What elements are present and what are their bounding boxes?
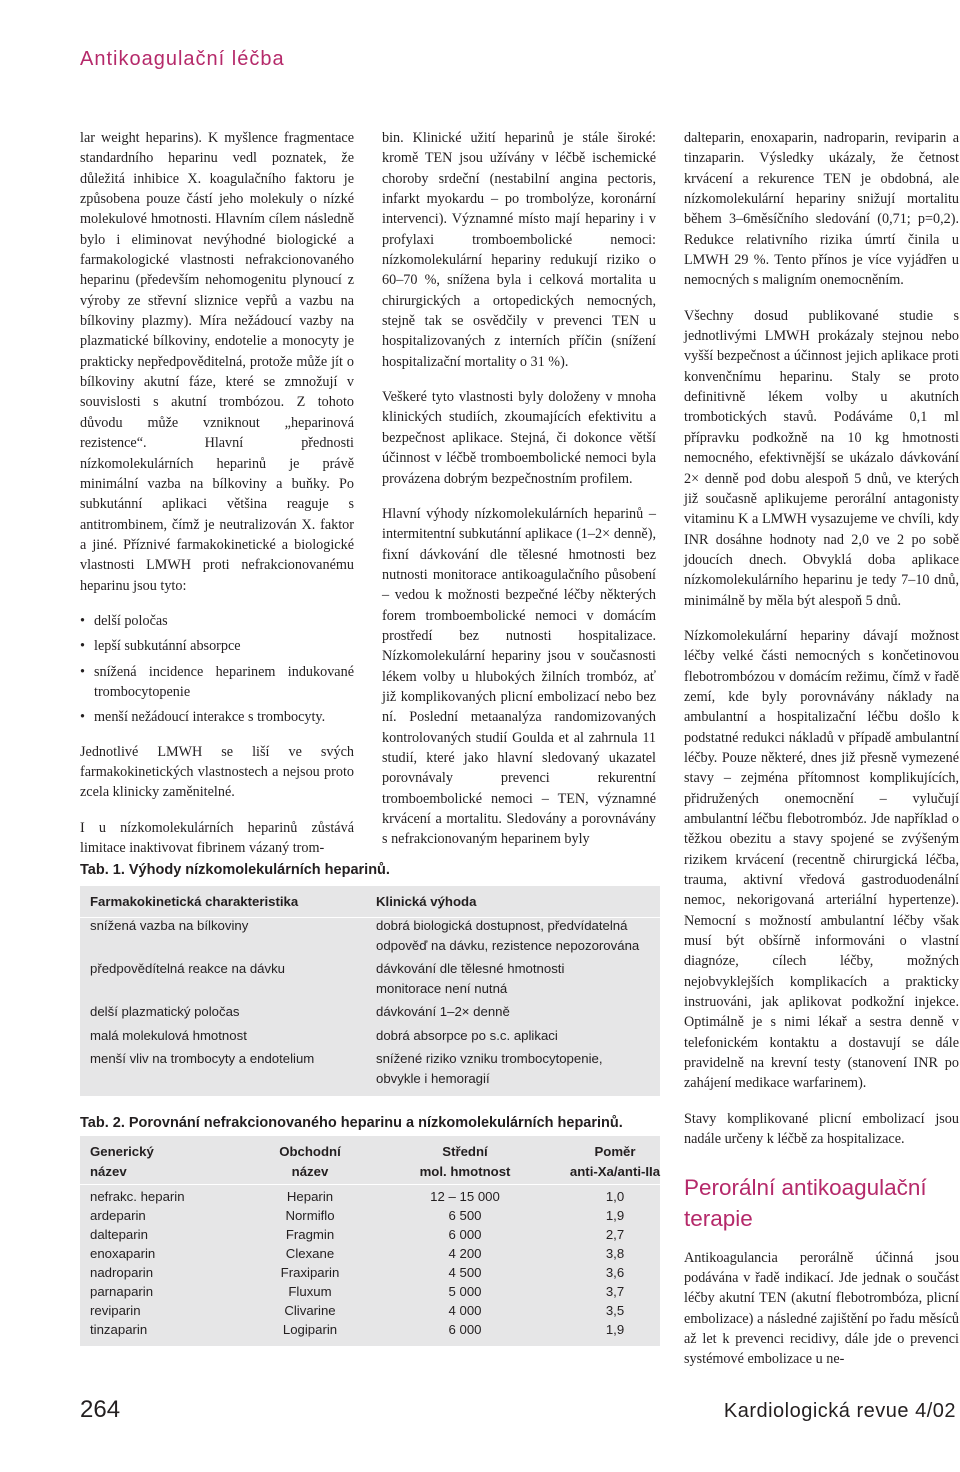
table-cell: enoxaparin [90, 1246, 156, 1261]
journal-name: Kardiologická revue 4/02 [723, 1400, 956, 1422]
table-cell: dávkování 1–2× denně [376, 1004, 510, 1019]
list-item: • delší poločas [80, 611, 354, 631]
table-cell: malá molekulová hmotnost [90, 1028, 247, 1043]
table-row [80, 1225, 660, 1244]
divider [80, 1184, 660, 1185]
table-cell: dobrá biologická dostupnost, předvídatelná odpověď na dávku, rezistence nepozorována [376, 918, 640, 953]
table-cell: reviparin [90, 1303, 141, 1318]
table-row [80, 1206, 660, 1225]
table-row [80, 1263, 660, 1282]
table-cell: Fragmin [285, 1227, 335, 1242]
table-cell: 1,0 [605, 1189, 625, 1204]
table-cell: snížené riziko vzniku trombocytopenie, obvykle i hemoragií [376, 1051, 603, 1086]
column-header: Poměr anti-Xa/anti-IIa [569, 1144, 661, 1179]
table-cell: Normiflo [285, 1208, 335, 1223]
table-cell: menší vliv na trombocyty a endotelium [90, 1051, 315, 1066]
table-cell: 4 500 [448, 1265, 482, 1280]
table-cell: parnaparin [90, 1284, 154, 1299]
table-header-row [80, 1142, 660, 1182]
table-cell: 3,5 [605, 1303, 625, 1318]
table-cell: ardeparin [90, 1208, 146, 1223]
table-cell: nadroparin [90, 1265, 154, 1280]
table-cell: snížená vazba na bílkoviny [90, 918, 249, 933]
table-cell: dalteparin [90, 1227, 148, 1242]
table-2 [80, 1136, 660, 1346]
table-cell: dávkování dle tělesné hmotnosti monitorace není nutná [376, 961, 565, 996]
table-cell: 2,7 [605, 1227, 625, 1242]
page-number: 264 [80, 1396, 121, 1423]
table-cell: 1,9 [605, 1208, 625, 1223]
table-row [80, 1282, 660, 1301]
table-cell: dobrá absorpce po s.c. aplikaci [376, 1028, 558, 1043]
table-cell: delší plazmatický poločas [90, 1004, 240, 1019]
table-cell: Heparin [286, 1189, 334, 1204]
bullet-list [80, 611, 354, 728]
list-item: • menší nežádoucí interakce s trombocyty. [80, 707, 354, 727]
paragraph: Antikoagulancia perorálně účinná jsou podávána v řadě indikací. Jde jednak o součást léčby akutní TEN (akutní flebotrombóza, plicní embolizace) a následné zajištění po řadu měsíců až let k prevenci recidivy, dále jde o prevenci systémové embolizace u ne- [684, 1249, 959, 1368]
column-header: Klinická výhoda [376, 894, 477, 909]
paragraph: Nízkomolekulární hepariny dávají možnost léčby velké části nemocných s končetinovou flebotrombózou v domácím režimu, čímž v řadě zemí, kde byly porovnávány náklady na ambulantní a hospitalizační léčbu došlo k podstatné redukci nákladů v případě ambulantní léčby. Pouze některé, dnes již přesně vymezené stavy – zejména přítomnost komplikujících, přidružených onemocnění – vylučují ambulantní léčbu flebotrombóz. Jde například o těžkou obezitu a stavy spojené se zvýšeným rizikem krvácení (recentně chirurgická léčba, trauma, aktivní vředová gastroduodenální nemoc, nekorigovaná arteriální hypertenze). Nemocní s možností ambulantní léčby však musí být obšírně informováni o vlastní diagnóze, cílech léčby, možných nejobvyklejších komplikacích a prakticky instruováni, jak aplikovat podkožní injekce. Optimálně je s nimi lékař a sestra denně v telefonickém kontaktu a dostavují se dále pravidelně na krevní testy (stanovení INR po zahájení medikace warfarinem). [684, 627, 959, 1092]
table-cell: 12 – 15 000 [430, 1189, 500, 1204]
paragraph: Hlavní výhody nízkomolekulárních heparinů – intermitentní subkutánní aplikace (1–2× denně), fixní dávkování dle tělesné hmotnosti bez nutnosti monitorace antikoagulačního působení – vedou k možnosti bezpečné léčby některých forem tromboembolické nemoci v domácím prostředí bez nutnosti hospitalizace. Nízkomolekulární hepariny jsou v současnosti lékem volby u hlubokých žilních trombóz, ať již komplikovaných plicní embolizací nebo bez ní. Poslední metaanalýza randomizovaných kontrolovaných studií Goulda et al zahrnula 11 studií, které jako hlavní sledovaný ukazatel porovnávaly prevenci rekurentní tromboembolické nemoci – TEN, významné krvácení a mortalitu. Sledovány a porovnávány s nefrakcionovaným heparinem byly [382, 505, 656, 848]
table-row [80, 1320, 660, 1339]
paragraph: dalteparin, enoxaparin, nadroparin, reviparin a tinzaparin. Výsledky ukázaly, že četnost krvácení a rekurence TEN je obdobná, ale nízkomolekulární hepariny snižují mortalitu během 3–6měsíčního sledování (0,71; p=0,2). Redukce relativního rizika úmrtí činila u LMWH 29 %. Tento přínos je více vyjádřen u nemocných s maligním onemocněním. [684, 130, 959, 289]
section-heading: Perorální antikoagulační terapie [684, 1174, 927, 1231]
list-item: • snížená incidence heparinem indukované trombocytopenie [80, 662, 354, 703]
table-1 [80, 886, 660, 1096]
table-cell: tinzaparin [90, 1322, 148, 1337]
table-2-title: Tab. 2. Porovnání nefrakcionovaného heparinu a nízkomolekulárních heparinů. [80, 1115, 623, 1131]
paragraph: Jednotlivé LMWH se liší ve svých farmakokinetických vlastnostech a nejsou proto zcela klinicky zaměnitelné. [80, 743, 354, 801]
table-cell: Fraxiparin [280, 1265, 340, 1280]
table-cell: 4 200 [448, 1246, 482, 1261]
table-row [80, 1244, 660, 1263]
text-column-2 [382, 128, 656, 865]
table-row [80, 1301, 660, 1320]
column-header: Střední mol. hmotnost [419, 1144, 511, 1179]
list-item: • lepší subkutánní absorpce [80, 636, 354, 656]
column-header: Generický název [90, 1144, 154, 1179]
paragraph: lar weight heparins). K myšlence fragmentace standardního heparinu vedl poznatek, že důležitá inhibice X. koagulačního faktoru je způsobena pouze částí jeho molekuly o nízké molekulové hmotnosti. Hlavním cílem následně bylo i eliminovat nevýhodné biologické a farmakologické vlastnosti nefrakcionovaného heparinu (především nehomogenitu plynoucí z výroby ze střevní sliznice vepřů a vazbu na bílkoviny plazmy). Míra nežádoucí vazby na plazmatické bílkoviny, endotelie a monocyty je prakticky nepředpověditelná, protože může jít o bílkoviny akutní fáze, které se zmnožují v souvislosti s akutní trombózou. Z tohoto důvodu může vzniknout „heparinová rezistence“. Hlavní přednosti nízkomolekulárních heparinů je právě minimální vazba na bílkoviny a buňky. Po subkutánní aplikaci většina reaguje s antitrombinem, čímž je neutralizován X. faktor a jiné. Příznivé farmakokinetické a biologické vlastnosti LMWH proti nefrakcionovanému heparinu jsou tyto: [80, 130, 354, 594]
column-header: Farmakokinetická charakteristika [90, 894, 299, 909]
table-cell: 5 000 [448, 1284, 482, 1299]
table-row [80, 1187, 660, 1206]
table-cell: 3,7 [605, 1284, 625, 1299]
table-cell: 1,9 [605, 1322, 625, 1337]
table-cell: 4 000 [448, 1303, 482, 1318]
table-cell: 6 500 [448, 1208, 482, 1223]
paragraph: Veškeré tyto vlastnosti byly doloženy v mnoha klinických studiích, zkoumajících efektivitu a bezpečnost aplikace. Stejná, či dokonce větší účinnost v léčbě tromboembolické nemoci byla provázena dobrým bezpečnostním profilem. [382, 389, 656, 487]
running-title: Antikoagulační léčba [80, 48, 285, 70]
table-cell: předpovědítelná reakce na dávku [90, 961, 286, 976]
table-cell: Fluxum [288, 1284, 332, 1299]
table-cell: Clexane [285, 1246, 335, 1261]
table-1-title: Tab. 1. Výhody nízkomolekulárních heparinů. [80, 862, 390, 878]
paragraph: Všechny dosud publikované studie s jednotlivými LMWH prokázaly stejnou nebo vyšší bezpečnost a účinnost jejich aplikace proti konvenčnímu heparinu. Staly se proto definitivně lékem volby u akutních trombotických stavů. Podáváme 0,1 ml přípravku podkožně na 10 kg hmotnosti nemocného, efektivnější se ukázalo dávkování 2× denně pod dobu alespoň 5 dnů, ve kterých již současně aplikujeme perorální antagonisty vitaminu K a LMWH vysazujeme ve chvíli, kdy INR dosáhne hodnoty nad 2,0 ve 2 po sobě jdoucích dnech. Obvyklá doba aplikace nízkomolekulárního heparinu je tedy 7–10 dnů, minimálně by měla být alespoň 5 dnů. [684, 307, 959, 609]
table-cell: Clivarine [284, 1303, 336, 1318]
table-cell: Logiparin [282, 1322, 338, 1337]
table-cell: 3,8 [605, 1246, 625, 1261]
text-column-1 [80, 128, 354, 873]
table-cell: nefrakc. heparin [90, 1189, 185, 1204]
paragraph: Stavy komplikované plicní embolizací jsou nadále určeny k léčbě za hospitalizace. [684, 1110, 959, 1148]
column-header: Obchodní název [279, 1144, 341, 1179]
table-cell: 3,6 [605, 1265, 625, 1280]
table-cell: 6 000 [448, 1322, 482, 1337]
table-cell: 6 000 [448, 1227, 482, 1242]
paragraph: bin. Klinické užití heparinů je stále široké: kromě TEN jsou užívány v léčbě ischemické choroby srdeční (nestabilní angina pectoris, infarkt myokardu – po trombolýze, koronární intervenci). Významné místo mají hepariny i v profylaxi tromboembolické nemoci: nízkomolekulární hepariny redukují riziko o 60–70 %, snížena byla i celková mortalita u chirurgických a ortopedických nemocných, stejně tak se osvědčily v prevenci TEN u hospitalizovaných z interních příčin (snížení hospitalizační mortality o 31 %). [382, 130, 656, 370]
text-column-3 [684, 128, 959, 1385]
paragraph: I u nízkomolekulárních heparinů zůstává limitace inaktivovat fibrinem vázaný trom- [80, 819, 354, 856]
